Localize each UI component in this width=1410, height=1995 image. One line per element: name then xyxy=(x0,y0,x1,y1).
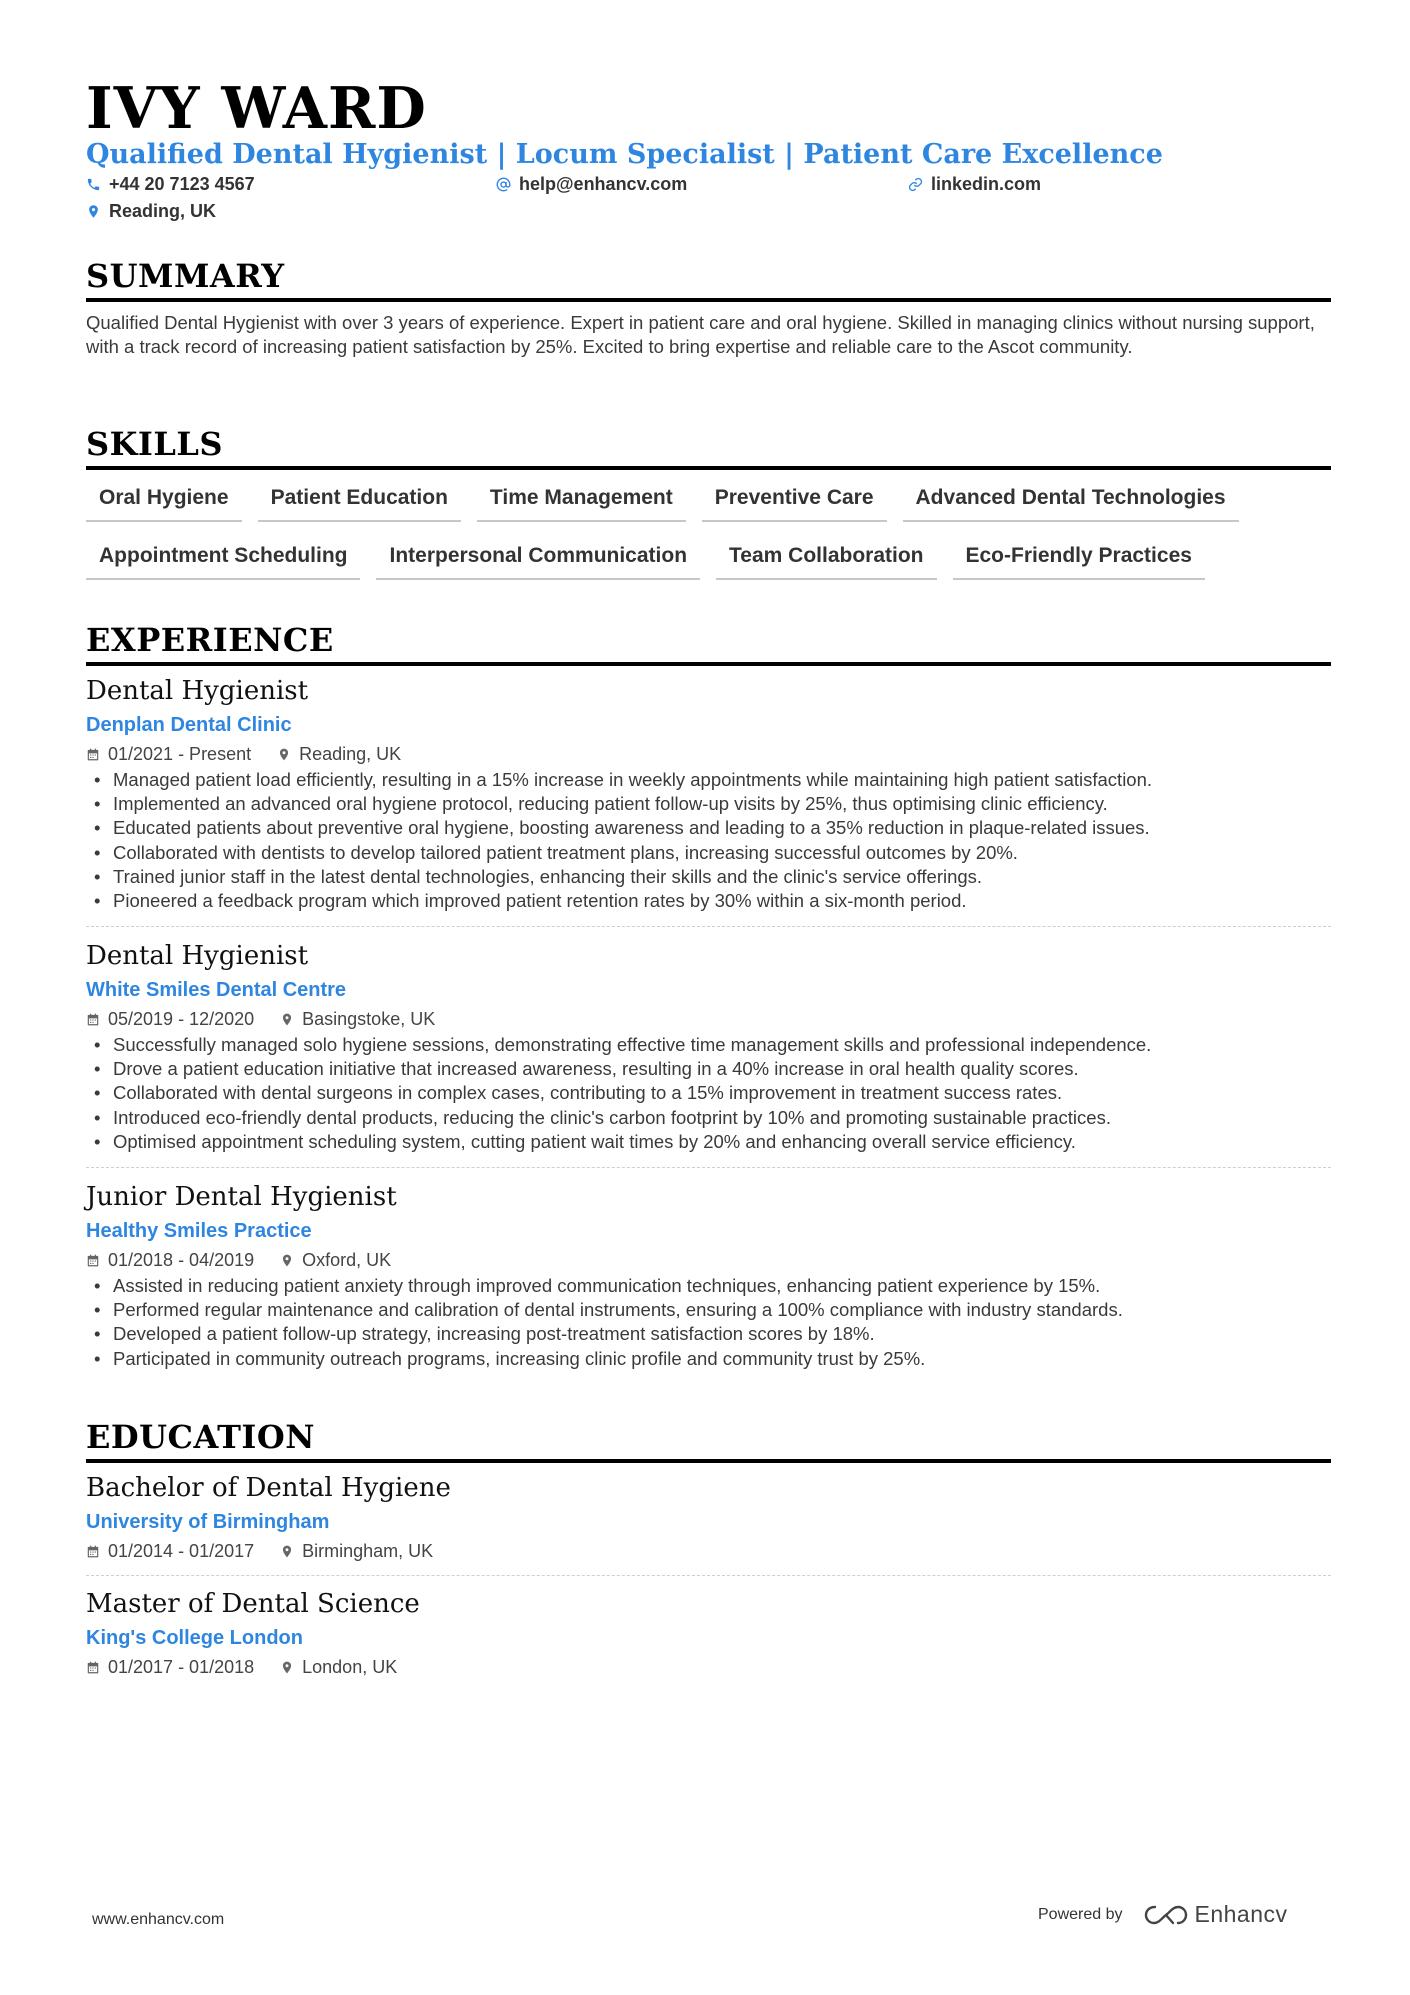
skill-tag: Time Management xyxy=(477,478,686,522)
experience-entry xyxy=(86,1180,1331,1371)
entry-divider xyxy=(86,1575,1331,1576)
job-location: Basingstoke, UK xyxy=(302,1009,436,1029)
bullet-item: • Collaborated with dental surgeons in complex cases, contributing to a 15% improvement in treatment success rates. xyxy=(86,1081,1331,1105)
company-name[interactable]: White Smiles Dental Centre xyxy=(86,979,347,1001)
enhancv-brand-name: Enhancv xyxy=(1194,1901,1288,1927)
calendar-icon xyxy=(86,747,100,762)
education-location: London, UK xyxy=(302,1657,398,1677)
experience-heading: EXPERIENCE xyxy=(86,620,1331,666)
summary-heading: SUMMARY xyxy=(86,256,1331,302)
calendar-icon xyxy=(86,1544,100,1559)
map-pin-icon xyxy=(280,1012,294,1027)
bullet-item: • Managed patient load efficiently, resulting in a 15% increase in weekly appointments while maintaining high patient satisfaction. xyxy=(86,768,1331,792)
skill-tag: Appointment Scheduling xyxy=(86,536,360,580)
link-icon xyxy=(908,177,923,192)
linkedin-text: linkedin.com xyxy=(931,174,1042,194)
education-dates: 01/2014 - 01/2017 xyxy=(108,1541,255,1561)
company-name[interactable]: Healthy Smiles Practice xyxy=(86,1220,312,1242)
job-title: Dental Hygienist xyxy=(86,676,309,706)
job-dates: 01/2021 - Present xyxy=(108,744,252,764)
bullet-item: • Performed regular maintenance and calibration of dental instruments, ensuring a 100% compliance with industry standards. xyxy=(86,1298,1331,1322)
job-bullets xyxy=(86,768,1331,913)
footer-branding xyxy=(1038,1901,1288,1928)
education-meta xyxy=(86,1655,1331,1679)
phone-text: +44 20 7123 4567 xyxy=(109,174,255,194)
candidate-headline: Qualified Dental Hygienist | Locum Specialist | Patient Care Excellence xyxy=(86,139,1163,170)
bullet-item: • Participated in community outreach programs, increasing clinic profile and community trust by 25%. xyxy=(86,1347,1331,1371)
job-title: Junior Dental Hygienist xyxy=(86,1182,397,1212)
enhancv-logo[interactable] xyxy=(1143,1901,1288,1928)
entry-divider xyxy=(86,1167,1331,1168)
summary-text: Qualified Dental Hygienist with over 3 years of experience. Expert in patient care and oral hygiene. Skilled in managing clinics without nursing support, with a track record of increasing patient satisfaction by 25%. Excited to bring expertise and reliable care to the Ascot community. xyxy=(86,312,1315,357)
experience-entry xyxy=(86,939,1331,1154)
degree-title: Bachelor of Dental Hygiene xyxy=(86,1473,451,1503)
map-pin-icon xyxy=(280,1253,294,1268)
job-meta xyxy=(86,742,1331,766)
email-text: help@enhancv.com xyxy=(519,174,688,194)
bullet-item: • Developed a patient follow-up strategy, increasing post-treatment satisfaction scores by 18%. xyxy=(86,1322,1331,1346)
bullet-item: • Introduced eco-friendly dental products, reducing the clinic's carbon footprint by 10% and promoting sustainable practices. xyxy=(86,1106,1331,1130)
job-bullets xyxy=(86,1033,1331,1154)
skill-tag: Interpersonal Communication xyxy=(376,536,700,580)
calendar-icon xyxy=(86,1660,100,1675)
map-pin-icon xyxy=(277,747,291,762)
job-title: Dental Hygienist xyxy=(86,941,309,971)
bullet-item: • Implemented an advanced oral hygiene protocol, reducing patient follow-up visits by 25%, thus optimising clinic efficiency. xyxy=(86,792,1331,816)
company-name[interactable]: Denplan Dental Clinic xyxy=(86,714,292,736)
school-name[interactable]: King's College London xyxy=(86,1627,303,1649)
bullet-item: • Successfully managed solo hygiene sessions, demonstrating effective time management skills and professional independence. xyxy=(86,1033,1331,1057)
contact-email[interactable] xyxy=(496,174,687,195)
bullet-item: • Trained junior staff in the latest dental technologies, enhancing their skills and the clinic's service offerings. xyxy=(86,865,1331,889)
entry-divider xyxy=(86,926,1331,927)
bullet-item: • Drove a patient education initiative that increased awareness, resulting in a 40% increase in oral health quality scores. xyxy=(86,1057,1331,1081)
education-location: Birmingham, UK xyxy=(302,1541,434,1561)
skills-row-1 xyxy=(86,478,1331,522)
map-pin-icon xyxy=(280,1544,294,1559)
skill-tag: Oral Hygiene xyxy=(86,478,242,522)
bullet-item: • Educated patients about preventive oral hygiene, boosting awareness and leading to a 35% reduction in plaque-related issues. xyxy=(86,816,1331,840)
skills-row-2 xyxy=(86,536,1331,580)
contact-phone[interactable] xyxy=(86,174,255,195)
map-pin-icon xyxy=(280,1660,294,1675)
contact-location xyxy=(86,201,216,222)
skills-list xyxy=(86,478,1331,594)
education-meta xyxy=(86,1539,1331,1563)
footer-website[interactable]: www.enhancv.com xyxy=(92,1911,225,1928)
candidate-name: IVY WARD xyxy=(86,75,427,142)
job-dates: 01/2018 - 04/2019 xyxy=(108,1250,255,1270)
job-bullets xyxy=(86,1274,1331,1371)
location-text: Reading, UK xyxy=(109,201,217,221)
job-meta xyxy=(86,1248,1331,1272)
experience-entry xyxy=(86,674,1331,913)
bullet-item: • Optimised appointment scheduling system, cutting patient wait times by 20% and enhancing overall service efficiency. xyxy=(86,1130,1331,1154)
skills-heading: SKILLS xyxy=(86,424,1331,470)
job-dates: 05/2019 - 12/2020 xyxy=(108,1009,255,1029)
powered-by-text: Powered by xyxy=(1038,1905,1123,1923)
degree-title: Master of Dental Science xyxy=(86,1589,420,1619)
job-location: Oxford, UK xyxy=(302,1250,392,1270)
education-entry xyxy=(86,1587,1331,1679)
education-entry xyxy=(86,1471,1331,1563)
enhancv-logo-icon xyxy=(1143,1903,1189,1927)
calendar-icon xyxy=(86,1012,100,1027)
job-location: Reading, UK xyxy=(299,744,402,764)
school-name[interactable]: University of Birmingham xyxy=(86,1511,330,1533)
education-dates: 01/2017 - 01/2018 xyxy=(108,1657,255,1677)
calendar-icon xyxy=(86,1253,100,1268)
skill-tag: Advanced Dental Technologies xyxy=(903,478,1239,522)
phone-icon xyxy=(86,177,101,192)
bullet-item: • Pioneered a feedback program which improved patient retention rates by 30% within a six-month period. xyxy=(86,889,1331,913)
at-sign-icon xyxy=(496,177,511,192)
education-heading: EDUCATION xyxy=(86,1417,1331,1463)
skill-tag: Team Collaboration xyxy=(716,536,936,580)
job-meta xyxy=(86,1007,1331,1031)
contact-linkedin[interactable] xyxy=(908,174,1041,195)
skill-tag: Preventive Care xyxy=(702,478,887,522)
map-pin-icon xyxy=(86,204,101,219)
bullet-item: • Collaborated with dentists to develop tailored patient treatment plans, increasing successful outcomes by 20%. xyxy=(86,841,1331,865)
skill-tag: Patient Education xyxy=(258,478,461,522)
skill-tag: Eco-Friendly Practices xyxy=(953,536,1205,580)
bullet-item: • Assisted in reducing patient anxiety through improved communication techniques, enhancing patient experience by 15%. xyxy=(86,1274,1331,1298)
